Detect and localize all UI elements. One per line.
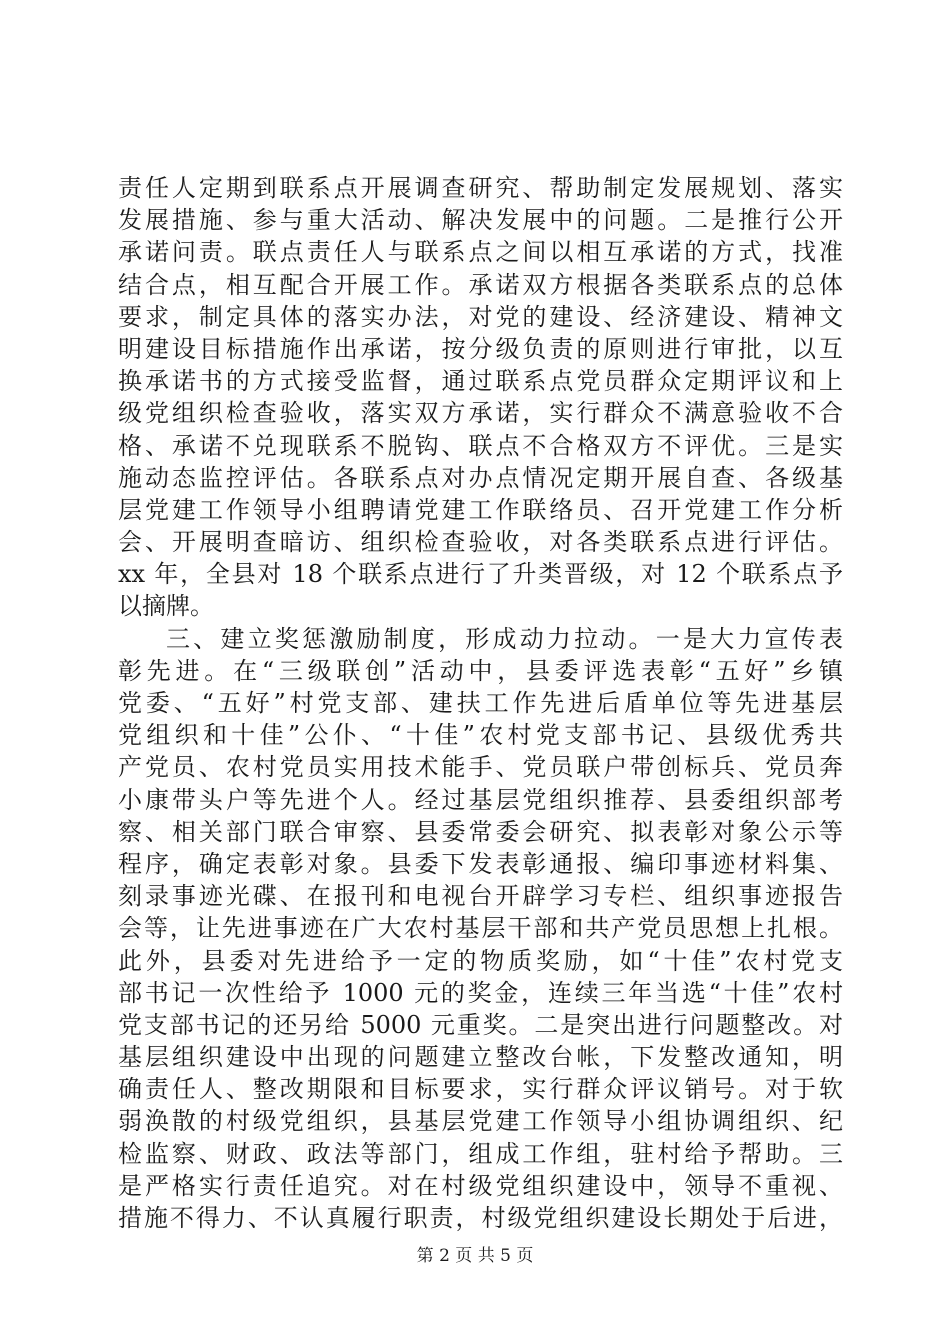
text-line: 察、相关部门联合审察、县委常委会研究、拟表彰对象公示等 bbox=[118, 817, 843, 846]
text-line: 承诺问责。联点责任人与联系点之间以相互承诺的方式，找准 bbox=[118, 238, 843, 267]
text-line: 此外，县委对先进给予一定的物质奖励，如“十佳”农村党支 bbox=[118, 946, 843, 975]
text-line: 部书记一次性给予 1000 元的奖金，连续三年当选“十佳”农村 bbox=[118, 978, 843, 1007]
text-line: 党委、“五好”村党支部、建扶工作先进后盾单位等先进基层 bbox=[118, 689, 843, 717]
text-line: 小康带头户等先进个人。经过基层党组织推荐、县委组织部考 bbox=[118, 785, 843, 814]
text-line: 党组织和十佳”公仆、“十佳”农村党支部书记、县级优秀共 bbox=[118, 721, 843, 750]
text-line: 会、开展明查暗访、组织检查验收，对各类联系点进行评估。 bbox=[118, 528, 843, 557]
text-line: 发展措施、参与重大活动、解决发展中的问题。二是推行公开 bbox=[118, 206, 843, 235]
text-line: 程序，确定表彰对象。县委下发表彰通报、编印事迹材料集、 bbox=[118, 849, 843, 878]
text-line: 责任人定期到联系点开展调查研究、帮助制定发展规划、落实 bbox=[118, 174, 843, 202]
paragraph-1 bbox=[118, 172, 843, 623]
text-line: 三、建立奖惩激励制度，形成动力拉动。一是大力宣传表 bbox=[166, 624, 843, 653]
text-line: 基层组织建设中出现的问题建立整改台帐，下发整改通知，明 bbox=[118, 1043, 843, 1072]
text-line: 是严格实行责任追究。对在村级党组织建设中，领导不重视、 bbox=[118, 1171, 843, 1200]
text-line: 结合点，相互配合开展工作。承诺双方根据各类联系点的总体 bbox=[118, 270, 843, 299]
text-line: 格、承诺不兑现联系不脱钩、联点不合格双方不评优。三是实 bbox=[118, 431, 843, 460]
text-line: 弱涣散的村级党组织，县基层党建工作领导小组协调组织、纪 bbox=[118, 1107, 843, 1136]
text-line: 彰先进。在“三级联创”活动中，县委评选表彰“五好”乡镇 bbox=[118, 656, 843, 685]
text-line: xx 年，全县对 18 个联系点进行了升类晋级，对 12 个联系点予 bbox=[118, 560, 843, 589]
text-line: 要求，制定具体的落实办法，对党的建设、经济建设、精神文 bbox=[118, 302, 843, 331]
text-line: 产党员、农村党员实用技术能手、党员联户带创标兵、党员奔 bbox=[118, 753, 843, 782]
text-line: 确责任人、整改期限和目标要求，实行群众评议销号。对于软 bbox=[118, 1075, 843, 1104]
text-line: 以摘牌。 bbox=[118, 592, 214, 621]
page-number-footer: 第 2 页 共 5 页 bbox=[416, 1246, 534, 1266]
document-body bbox=[118, 172, 843, 1234]
text-line: 层党建工作领导小组聘请党建工作联络员、召开党建工作分析 bbox=[118, 495, 843, 524]
text-line: 刻录事迹光碟、在报刊和电视台开辟学习专栏、组织事迹报告 bbox=[118, 882, 843, 911]
text-line: 明建设目标措施作出承诺，按分级负责的原则进行审批，以互 bbox=[118, 334, 843, 363]
text-line: 检监察、财政、政法等部门，组成工作组，驻村给予帮助。三 bbox=[118, 1139, 843, 1168]
text-line: 会等，让先进事迹在广大农村基层干部和共产党员思想上扎根。 bbox=[118, 914, 843, 943]
text-line: 措施不得力、不认真履行职责，村级党组织建设长期处于后进， bbox=[118, 1204, 843, 1232]
text-line: 施动态监控评估。各联系点对办点情况定期开展自查、各级基 bbox=[118, 463, 843, 492]
text-line: 党支部书记的还另给 5000 元重奖。二是突出进行问题整改。对 bbox=[118, 1010, 843, 1039]
text-line: 级党组织检查验收，落实双方承诺，实行群众不满意验收不合 bbox=[118, 399, 843, 428]
text-line: 换承诺书的方式接受监督，通过联系点党员群众定期评议和上 bbox=[118, 367, 843, 396]
paragraph-2 bbox=[118, 623, 843, 1235]
